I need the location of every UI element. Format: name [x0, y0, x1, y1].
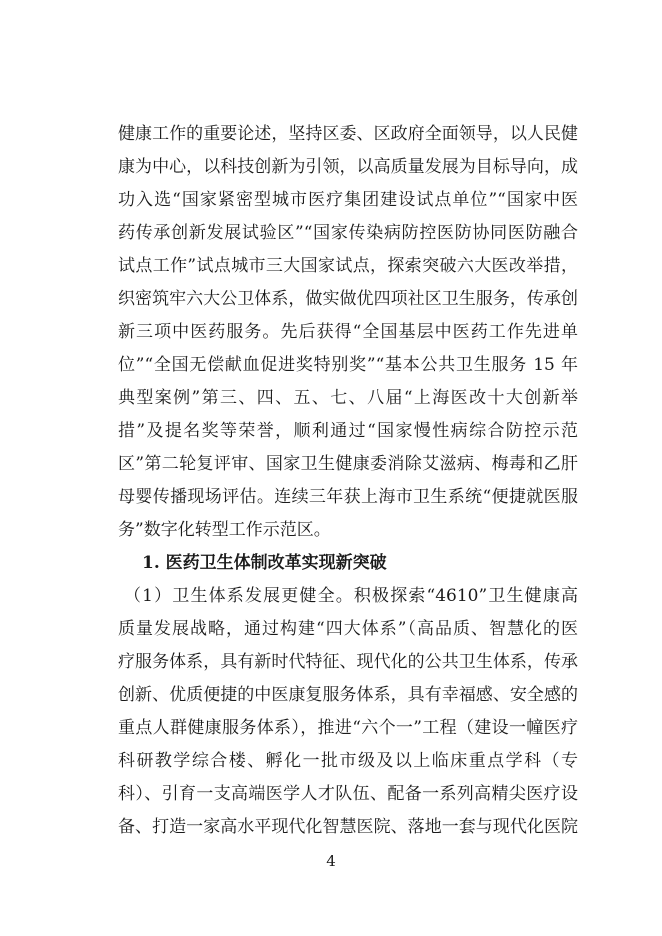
paragraph-line: 区”第二轮复评审、国家卫生健康委消除艾滋病、梅毒和乙肝: [118, 454, 578, 474]
paragraph-line: 健康工作的重要论述，坚持区委、区政府全面领导，以人民健: [118, 124, 578, 144]
paragraph-line: 重点人群健康服务体系），推进“六个一”工程（建设一幢医疗: [118, 718, 578, 738]
section-heading: 1. 医药卫生体制改革实现新突破: [142, 553, 387, 573]
paragraph-line: （1）卫生体系发展更健全。积极探索“4610”卫生健康高: [124, 586, 578, 606]
paragraph-line: 疗服务体系，具有新时代特征、现代化的公共卫生体系，传承: [118, 652, 578, 672]
paragraph-line: 母婴传播现场评估。连续三年获上海市卫生系统“便捷就医服: [118, 487, 578, 507]
paragraph-line: 创新、优质便捷的中医康复服务体系，具有幸福感、安全感的: [118, 685, 578, 705]
paragraph-line: 务”数字化转型工作示范区。: [118, 520, 331, 540]
paragraph-line: 功入选“国家紧密型城市医疗集团建设试点单位”“国家中医: [118, 190, 578, 210]
paragraph-line: 备、打造一家高水平现代化智慧医院、落地一套与现代化医院: [118, 817, 578, 837]
page-number: 4: [326, 852, 336, 870]
paragraph-line: 新三项中医药服务。先后获得“全国基层中医药工作先进单: [118, 322, 578, 342]
paragraph-line: 科研教学综合楼、孵化一批市级及以上临床重点学科（专: [118, 751, 578, 771]
paragraph-line: 康为中心，以科技创新为引领，以高质量发展为目标导向，成: [118, 157, 578, 177]
paragraph-line: 织密筑牢六大公卫体系，做实做优四项社区卫生服务，传承创: [118, 289, 578, 309]
paragraph-line: 质量发展战略，通过构建“四大体系”（高品质、智慧化的医: [118, 619, 578, 639]
paragraph-line: 措”及提名奖等荣誉，顺利通过“国家慢性病综合防控示范: [118, 421, 578, 441]
paragraph-line: 科）、引育一支高端医学人才队伍、配备一系列高精尖医疗设: [118, 784, 578, 804]
paragraph-line: 试点工作”试点城市三大国家试点，探索突破六大医改举措，: [118, 256, 578, 276]
paragraph-line: 位”“全国无偿献血促进奖特别奖”“基本公共卫生服务 15 年: [118, 355, 578, 375]
paragraph-line: 药传承创新发展试验区”“国家传染病防控医防协同医防融合: [118, 223, 578, 243]
paragraph-line: 典型案例”第三、四、五、七、八届“上海医改十大创新举: [118, 388, 578, 408]
